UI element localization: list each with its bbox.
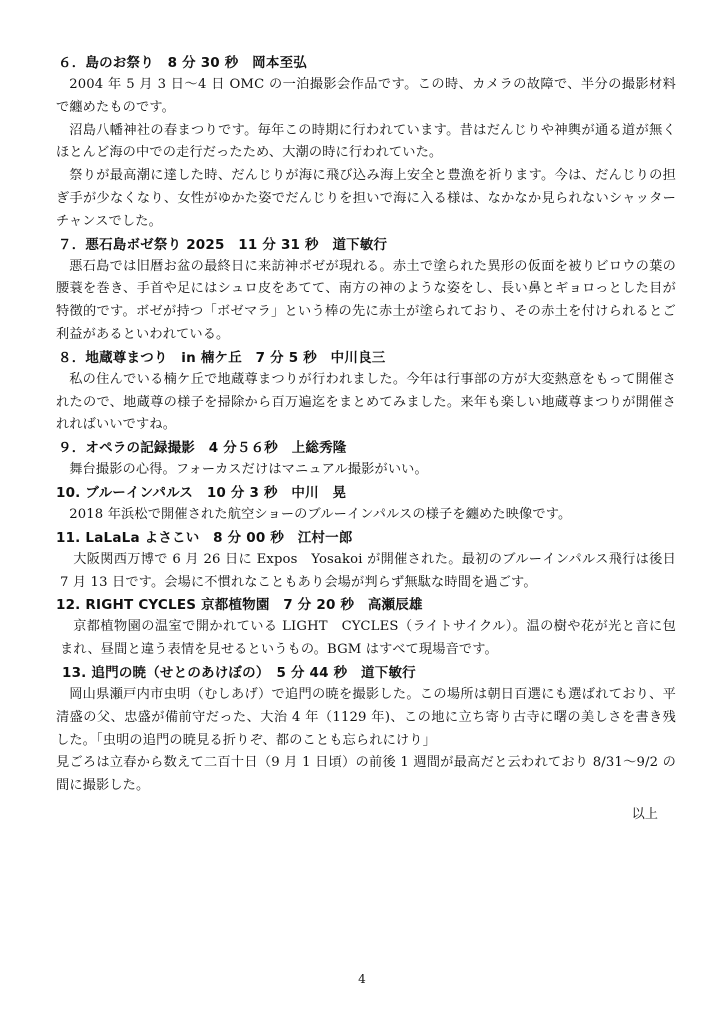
paragraph: 悪石島では旧暦お盆の最終日に来訪神ボゼが現れる。赤土で塗られた異形の仮面を被りビロウの葉の腰蓑を巻き、手首や足にはシュロ皮をあてて、南方の神のような姿をし、長い鼻とギョロっとした目が特徴的です。ボゼが持つ「ボゼマラ」という棒の先に赤土が塗られており、その赤土を付けられるとご利益があるといわれている。 [56, 258, 676, 342]
paragraph: 京都植物園の温室で開かれている LIGHT CYCLES（ライトサイクル）。温の樹や花が光と音に包まれ、昼間と違う表情を見せるというもの。BGM はすべて現場音です。 [60, 619, 676, 658]
document-body [56, 52, 676, 827]
section-heading: ８．地蔵尊まつり in 楠ケ丘 7 分 5 秒 中川良三 [58, 349, 386, 366]
section-8 [56, 347, 676, 437]
section-11 [56, 527, 676, 595]
section-7 [56, 234, 676, 347]
section-heading: 12. RIGHT CYCLES 京都植物園 7 分 20 秒 高瀬辰雄 [56, 597, 423, 614]
paragraph: 舞台撮影の心得。フォーカスだけはマニュアル撮影がいい。 [69, 462, 428, 478]
section-heading: 10. ブルーインパルス 10 分 3 秒 中川 晃 [56, 484, 347, 501]
closing-mark: 以上 [631, 806, 658, 822]
section-heading: ６．島のお祭り 8 分 30 秒 岡本至弘 [58, 55, 307, 71]
section-12 [56, 594, 676, 662]
paragraph: 岡山県瀬戸内市虫明（むしあげ）で追門の暁を撮影した。この場所は朝日百選にも選ばれており、平清盛の父、忠盛が備前守だった、大治 4 年（1129 年)、この地に立ち寄り古寺に曙の美しさを書き残した。「虫明の追門の暁見る折りぞ、都のことも忘られにけり」 [56, 686, 676, 748]
page-number: 4 [358, 972, 366, 986]
paragraph: 私の住んでいる楠ケ丘で地蔵尊まつりが行われました。今年は行事部の方が大変熱意をもって開催されたので、地蔵尊の様子を掃除から百万遍迄をまとめてみました。来年も楽しい地蔵尊まつりが開催されればいいですね。 [56, 371, 676, 433]
section-heading: 13. 追門の暁（せとのあけぼの） 5 分 44 秒 道下敏行 [62, 664, 416, 681]
paragraph: 大阪関西万博で 6 月 26 日に Expos Yosakoi が開催された。最初のブルーインパルス飛行は後日 7 月 13 日です。会場に不慣れなこともあり会場が判らず無駄な時間を過ごす。 [60, 551, 676, 590]
section-heading: ９．オペラの記録撮影 4 分５６秒 上総秀隆 [58, 440, 347, 457]
paragraph: 祭りが最高潮に達した時、だんじりが海に飛び込み海上安全と豊漁を祈ります。今は、だんじりの担ぎ手が少なくなり、女性がゆかた姿でだんじりを担いで海に入る様は、なかなか見られないシャッターチャンスでした。 [56, 168, 676, 229]
section-6 [56, 52, 676, 234]
paragraph: 見ごろは立春から数えて二百十日（9 月 1 日頃）の前後 1 週間が最高だと云われており 8/31～9/2 の間に撮影した。 [56, 755, 676, 794]
paragraph: 2004 年 5 月 3 日～4 日 OMC の一泊撮影会作品です。この時、カメラの故障で、半分の撮影材料で纏めたものです。 [56, 77, 676, 115]
section-heading: 11. LaLaLa よさこい 8 分 00 秒 江村一郎 [56, 529, 353, 546]
section-10 [56, 482, 676, 527]
section-9 [56, 437, 676, 482]
paragraph: 沼島八幡神社の春まつりです。毎年この時期に行われています。昔はだんじりや神輿が通る道が無くほとんど海の中での走行だったため、大潮の時に行われていた。 [56, 122, 676, 161]
section-heading: ７．悪石島ボゼ祭り 2025 11 分 31 秒 道下敏行 [58, 236, 388, 253]
section-13 [56, 662, 676, 798]
paragraph: 2018 年浜松で開催された航空ショーのブルーインパルスの様子を纏めた映像です。 [69, 506, 572, 522]
